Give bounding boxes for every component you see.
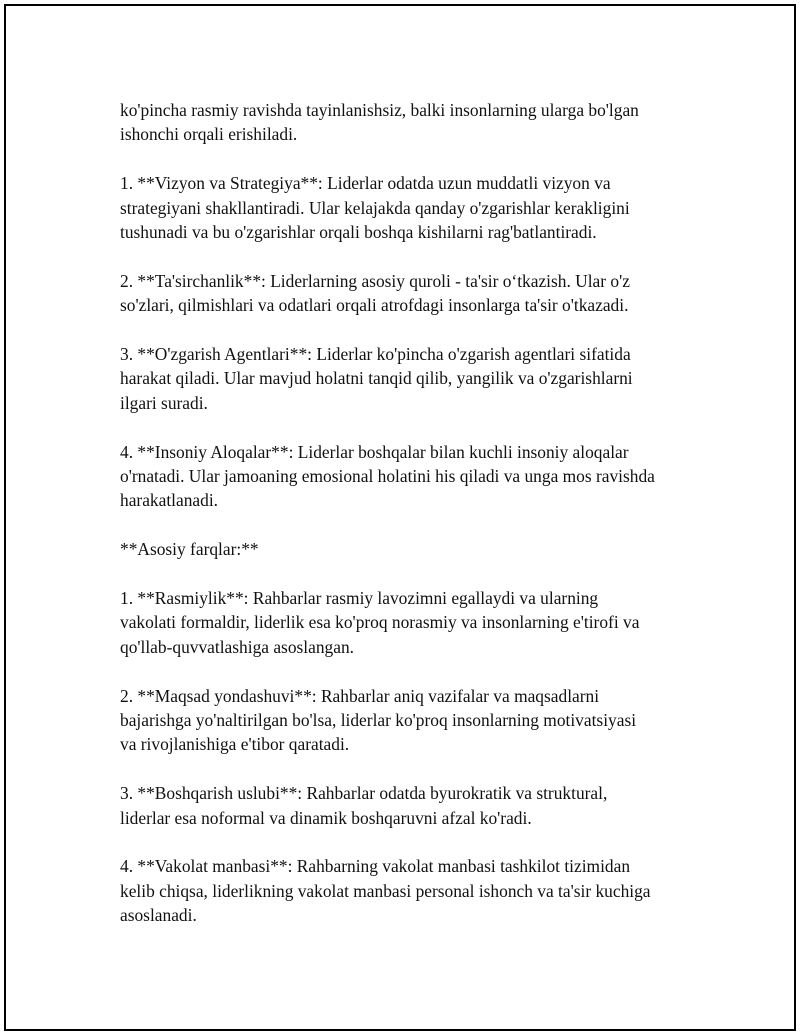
paragraph-goal-approach: 2. **Maqsad yondashuvi**: Rahbarlar aniq vazifalar va maqsadlarni bajarishga yo'naltirilgan bo'lsa, liderlar ko'proq insonlarning motivatsiyasi va rivojlanishiga e'tibor qaratadi.	[120, 685, 637, 755]
page-frame	[4, 4, 796, 1031]
paragraph-formality: 1. **Rasmiylik**: Rahbarlar rasmiy lavozimni egallaydi va ularning vakolati formaldir, liderlik esa ko'proq norasmiy va insonlarning e'tirofi va qo'llab-quvvatlashiga asoslangan.	[120, 588, 640, 657]
paragraph-human-relations: 4. **Insoniy Aloqalar**: Liderlar boshqalar bilan kuchli insoniy aloqalar o'rnatadi. Ular jamoaning emosional holatini his qiladi va unga mos ravishda harakatlanadi.	[120, 441, 655, 511]
document-body	[120, 98, 700, 952]
paragraph-intro-continuation: ko'pincha rasmiy ravishda tayinlanishsiz, balki insonlarning ularga bo'lgan ishonchi orqali erishiladi.	[120, 100, 639, 145]
paragraph-management-style: 3. **Boshqarish uslubi**: Rahbarlar odatda byurokratik va struktural, liderlar esa noformal va dinamik boshqaruvni afzal ko'radi.	[120, 783, 608, 828]
section-heading-main-differences: **Asosiy farqlar:**	[120, 539, 259, 560]
paragraph-authority-source: 4. **Vakolat manbasi**: Rahbarning vakolat manbasi tashkilot tizimidan kelib chiqsa, liderlikning vakolat manbasi personal ishonch va ta'sir kuchiga asoslanadi.	[120, 856, 651, 926]
paragraph-vision-strategy: 1. **Vizyon va Strategiya**: Liderlar odatda uzun muddatli vizyon va strategiyani shakllantiradi. Ular kelajakda qanday o'zgarishlar kerakligini tushunadi va bu o'zgarishlar orqali boshqa kishilarni rag'batlantiradi.	[120, 173, 630, 243]
paragraph-influence: 2. **Ta'sirchanlik**: Liderlarning asosiy quroli - ta'sir o‘tkazish. Ular o'z so'zlari, qilmishlari va odatlari orqali atrofdagi insonlarga ta'sir o'tkazadi.	[120, 270, 630, 316]
paragraph-change-agents: 3. **O'zgarish Agentlari**: Liderlar ko'pincha o'zgarish agentlari sifatida harakat qiladi. Ular mavjud holatni tanqid qilib, yangilik va o'zgarishlarni ilgari suradi.	[120, 344, 633, 413]
